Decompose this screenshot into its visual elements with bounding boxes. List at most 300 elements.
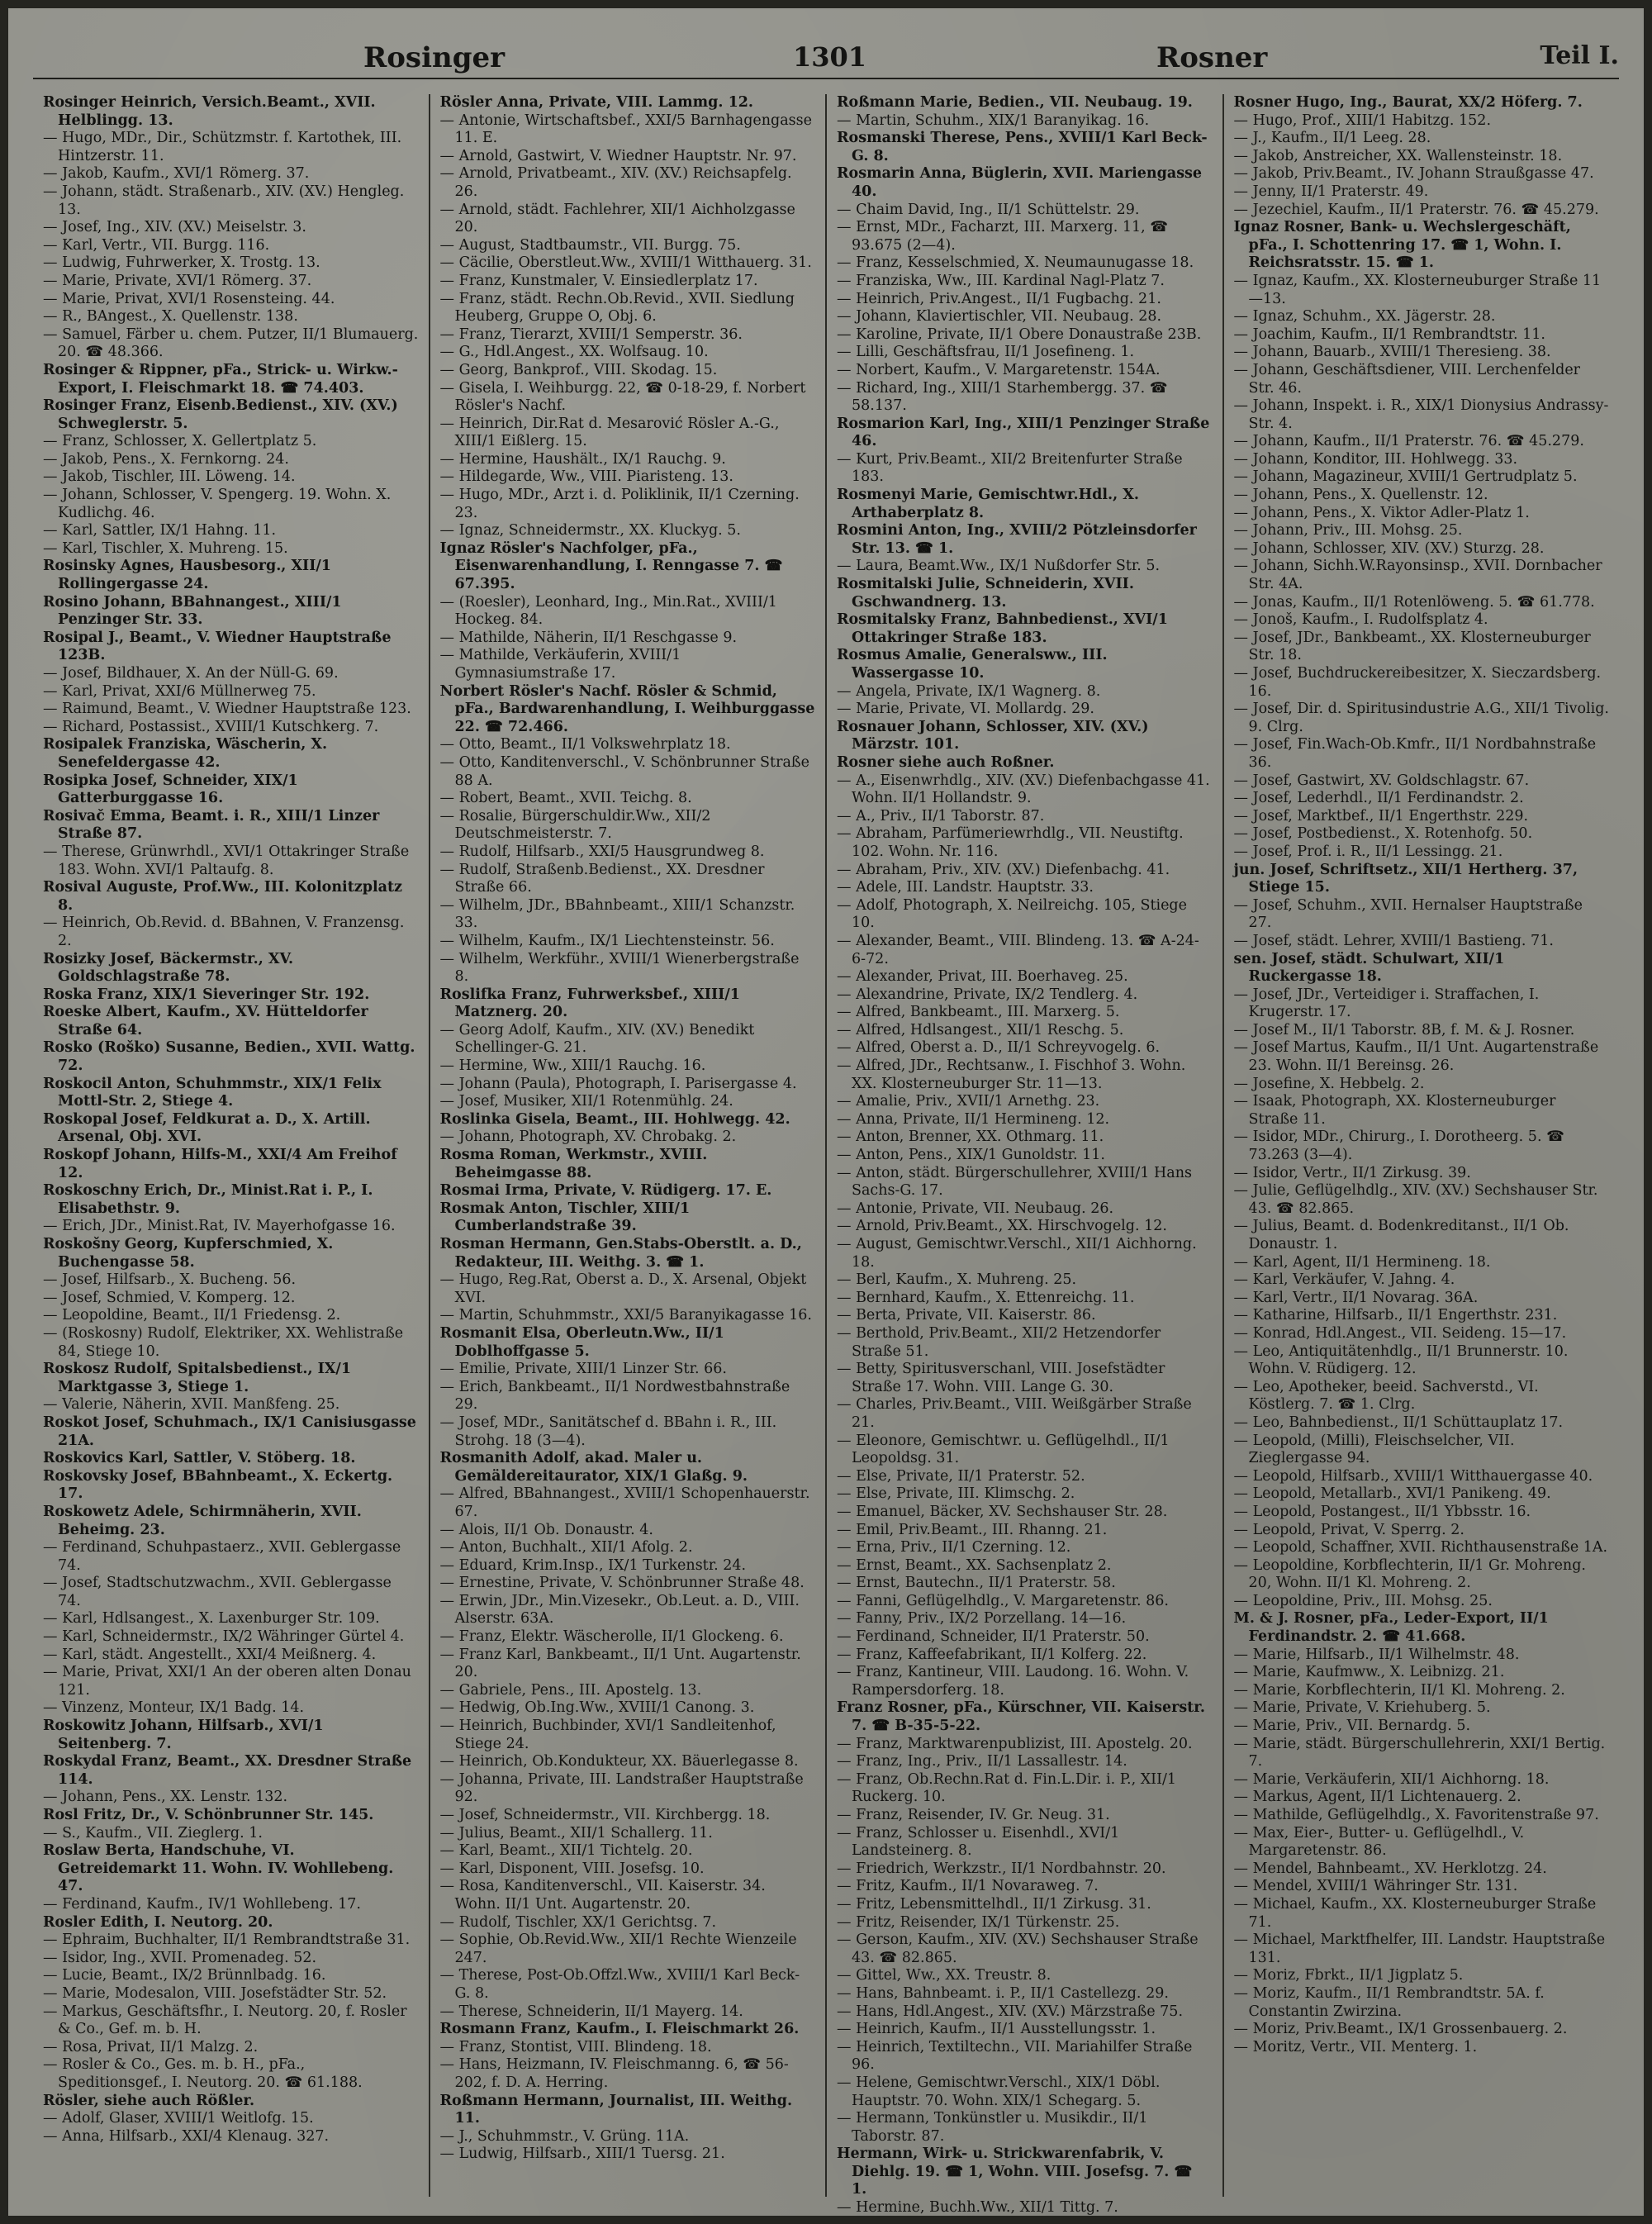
directory-entry: — Betty, Spiritusverschanl, VIII. Josefstädter Straße 17. Wohn. VIII. Lange G. 30. bbox=[837, 1361, 1165, 1395]
directory-entry: — Therese, Grünwrhdl., XVI/1 Ottakringer Straße 183. Wohn. XVI/1 Paltaufg. 8. bbox=[43, 843, 410, 878]
directory-entry: — Josefine, X. Hebbelg. 2. bbox=[1233, 1075, 1425, 1092]
directory-entry: Roslaw Berta, Handschuhe, VI. Getreidemarkt 11. Wohn. IV. Wohllebeng. 47. bbox=[43, 1842, 394, 1895]
directory-entry: — Jakob, Anstreicher, XX. Wallensteinstr. 18. bbox=[1233, 147, 1563, 164]
directory-entry: Rosmenyi Marie, Gemischtwr.Hdl., X. Arthaberplatz 8. bbox=[837, 487, 1139, 521]
directory-entry: Roskocil Anton, Schuhmmstr., XIX/1 Felix Mottl-Str. 2, Stiege 4. bbox=[43, 1075, 382, 1110]
directory-entry: Rosmini Anton, Ing., XVIII/2 Pötzleinsdorfer Str. 13. ☎ 1. bbox=[837, 522, 1197, 557]
directory-entry: — Franziska, Ww., III. Kardinal Nagl-Platz 7. bbox=[837, 272, 1165, 289]
directory-entry: — Franz, Ing., Priv., II/1 Lassallestr. 14. bbox=[837, 1753, 1127, 1770]
directory-entry: — Gerson, Kaufm., XIV. (XV.) Sechshauser Straße 43. ☎ 82.865. bbox=[837, 1932, 1199, 1966]
directory-entry: — Marie, Privat, XXI/1 An der oberen alten Donau 121. bbox=[43, 1664, 411, 1699]
directory-entry: Roskowetz Adele, Schirmnäherin, XVII. Beheimg. 23. bbox=[43, 1503, 362, 1538]
directory-entry: — Otto, Beamt., II/1 Volkswehrplatz 18. bbox=[439, 736, 731, 753]
directory-entry: — Richard, Ing., XIII/1 Starhembergg. 37. ☎ 58.137. bbox=[837, 379, 1168, 415]
directory-entry: — Ferdinand, Schuhpastaerz., XVII. Geblergasse 74. bbox=[43, 1539, 401, 1574]
directory-entry: Rosmarin Anna, Büglerin, XVII. Mariengasse 40. bbox=[837, 165, 1203, 200]
directory-entry: — Jakob, Tischler, III. Löweng. 14. bbox=[43, 468, 296, 486]
header-right-keyword: Rosner bbox=[1156, 41, 1268, 74]
directory-entry: — Berl, Kaufm., X. Muhreng. 25. bbox=[837, 1271, 1077, 1289]
directory-entry: — Wilhelm, JDr., BBahnbeamt., XIII/1 Schanzstr. 33. bbox=[439, 896, 795, 932]
page-number: 1301 bbox=[793, 41, 867, 73]
directory-entry: — Heinrich, Buchbinder, XVI/1 Sandleitenhof, Stiege 24. bbox=[439, 1718, 776, 1752]
directory-entry: — Anton, Buchhalt., XII/1 Afolg. 2. bbox=[439, 1539, 693, 1556]
directory-entry: — Erich, JDr., Minist.Rat, IV. Mayerhofgasse 16. bbox=[43, 1218, 396, 1235]
directory-entry: — Hugo, Reg.Rat, Oberst a. D., X. Arsenal, Objekt XVI. bbox=[439, 1271, 807, 1306]
directory-entry: — Otto, Kanditenverschl., V. Schönbrunner Straße 88 A. bbox=[439, 753, 809, 789]
directory-entry: — Josef, Lederhdl., II/1 Ferdinandstr. 2. bbox=[1233, 790, 1524, 807]
directory-entry: Rösler, siehe auch Rößler. bbox=[43, 2092, 255, 2109]
directory-entry: — Ernst, Bautechn., II/1 Praterstr. 58. bbox=[837, 1575, 1116, 1592]
directory-entry: — Isaak, Photograph, XX. Klosterneuburger Straße 11. bbox=[1233, 1093, 1556, 1128]
directory-entry: — Alfred, BBahnangest., XVIII/1 Schopenhauerstr. 67. bbox=[439, 1485, 810, 1520]
directory-entry: — Josef, Bildhauer, X. An der Nüll-G. 69. bbox=[43, 665, 339, 682]
directory-entry: Roeske Albert, Kaufm., XV. Hütteldorfer Straße 64. bbox=[43, 1004, 368, 1038]
directory-entry: Ignaz Rösler's Nachfolger, pFa., Eisenwarenhandlung, I. Renngasse 7. ☎ 67.395. bbox=[439, 539, 783, 593]
directory-entry: — Charles, Priv.Beamt., VIII. Weißgärber Straße 21. bbox=[837, 1396, 1192, 1431]
directory-entry: — Markus, Agent, II/1 Lichtenauerg. 2. bbox=[1233, 1789, 1521, 1806]
directory-entry: — Johann, Sichh.W.Rayonsinsp., XVII. Dornbacher Str. 4A. bbox=[1233, 558, 1602, 593]
directory-entry: Rosmanith Adolf, akad. Maler u. Gemäldereitaurator, XIX/1 Glaßg. 9. bbox=[439, 1450, 748, 1485]
directory-entry: — Johann, Klaviertischler, VII. Neubaug. 28. bbox=[837, 308, 1162, 326]
directory-entry: — Josef, Schuhm., XVII. Hernalser Hauptstraße 27. bbox=[1233, 896, 1583, 932]
directory-entry: — Johann, Photograph, XV. Chrobakg. 2. bbox=[439, 1129, 737, 1146]
directory-entry: — Josef, Musiker, XII/1 Rotenmühlg. 24. bbox=[439, 1093, 733, 1110]
directory-entry: — Josef, Schneidermstr., VII. Kirchbergg. 18. bbox=[439, 1807, 771, 1823]
directory-entry: — Adolf, Glaser, XVIII/1 Weitlofg. 15. bbox=[43, 2110, 314, 2127]
directory-entry: — Franz, Marktwarenpublizist, III. Apostelg. 20. bbox=[837, 1735, 1193, 1752]
directory-entry: Roskoschny Erich, Dr., Minist.Rat i. P., I. Elisabethstr. 9. bbox=[43, 1182, 373, 1217]
directory-entry: Rosizky Josef, Bäckermstr., XV. Goldschlagstraße 78. bbox=[43, 950, 294, 986]
directory-entry: — Franz, Kesselschmied, X. Neumaunugasse 18. bbox=[837, 254, 1194, 272]
directory-entry: Roska Franz, XIX/1 Sieveringer Str. 192. bbox=[43, 986, 370, 1003]
directory-entry: — Alexander, Beamt., VIII. Blindeng. 13. ☎ A-24-6-72. bbox=[837, 932, 1199, 967]
directory-entry: Rosinger Franz, Eisenb.Bedienst., XIV. (XV.) Schweglerstr. 5. bbox=[43, 397, 398, 432]
directory-entry: — Mathilde, Näherin, II/1 Reschgasse 9. bbox=[439, 629, 738, 646]
directory-entry: — Erich, Bankbeamt., II/1 Nordwestbahnstraße 29. bbox=[439, 1378, 790, 1414]
directory-entry: Rosmitalsky Franz, Bahnbedienst., XVI/1 Ottakringer Straße 183. bbox=[837, 611, 1168, 646]
directory-entry: — Leopoldine, Beamt., II/1 Friedensg. 2. bbox=[43, 1307, 341, 1324]
directory-entry: — Fritz, Reisender, IX/1 Türkenstr. 25. bbox=[837, 1913, 1120, 1931]
directory-entry: — Karl, städt. Angestellt., XXI/4 Meißnerg. 4. bbox=[43, 1646, 377, 1663]
directory-entry: — Arnold, städt. Fachlehrer, XII/1 Aichholzgasse 20. bbox=[439, 201, 795, 236]
directory-entry: — Gabriele, Pens., III. Apostelg. 13. bbox=[439, 1681, 702, 1699]
directory-entry: Roskošny Georg, Kupferschmied, X. Buchengasse 58. bbox=[43, 1236, 334, 1271]
directory-entry: — Martin, Schuhm., XIX/1 Baranyikag. 16. bbox=[837, 112, 1150, 129]
directory-entry: — Hedwig, Ob.Ing.Ww., XVIII/1 Canong. 3. bbox=[439, 1699, 755, 1717]
directory-entry: — Laura, Beamt.Ww., IX/1 Nußdorfer Str. 5. bbox=[837, 558, 1161, 575]
directory-entry: M. & J. Rosner, pFa., Leder-Export, II/1 Ferdinandstr. 2. ☎ 41.668. bbox=[1233, 1610, 1549, 1646]
directory-entry: Rosmus Amalie, Generalsww., III. Wassergasse 10. bbox=[837, 647, 1108, 682]
directory-entry: — Rudolf, Hilfsarb., XXI/5 Hausgrundweg 8. bbox=[439, 843, 765, 860]
directory-entry: — Leo, Apotheker, beeid. Sachverstd., VI. Köstlerg. 7. ☎ 1. Clrg. bbox=[1233, 1378, 1539, 1414]
directory-entry: — Ludwig, Fuhrwerker, X. Trostg. 13. bbox=[43, 254, 320, 272]
directory-entry: — Heinrich, Ob.Kondukteur, XX. Bäuerlegasse 8. bbox=[439, 1753, 799, 1770]
directory-entry: — Karl, Agent, II/1 Hermineng. 18. bbox=[1233, 1253, 1491, 1271]
directory-entry: — Antonie, Private, VII. Neubaug. 26. bbox=[837, 1200, 1114, 1217]
directory-entry: — Anna, Private, II/1 Hermineng. 12. bbox=[837, 1110, 1110, 1128]
directory-entry: — Erwin, JDr., Min.Vizesekr., Ob.Leut. a. D., VIII. Alserstr. 63A. bbox=[439, 1592, 800, 1628]
header-left-keyword: Rosinger bbox=[363, 41, 506, 74]
directory-entry: — Wilhelm, Werkführ., XVIII/1 Wienerbergstraße 8. bbox=[439, 950, 800, 986]
directory-entry: — Rosler & Co., Ges. m. b. H., pFa., Speditionsgef., I. Neutorg. 20. ☎ 61.188. bbox=[43, 2056, 363, 2091]
directory-entry: — Vinzenz, Monteur, IX/1 Badg. 14. bbox=[43, 1699, 305, 1717]
directory-entry: — Hugo, MDr., Dir., Schützmstr. f. Kartothek, III. Hintzerstr. 11. bbox=[43, 130, 402, 164]
directory-entry: — Hermine, Ww., XIII/1 Rauchg. 16. bbox=[439, 1057, 706, 1075]
directory-entry: — Karoline, Private, II/1 Obere Donaustraße 23B. bbox=[837, 326, 1202, 343]
directory-entry: — Anna, Hilfsarb., XXI/4 Klenaug. 327. bbox=[43, 2127, 330, 2145]
directory-entry: — Leopoldine, Korbflechterin, II/1 Gr. Mohreng. 20, Wohn. II/1 Kl. Mohreng. 2. bbox=[1233, 1556, 1586, 1592]
directory-entry: — Hans, Bahnbeamt. i. P., II/1 Castellezg. 29. bbox=[837, 1984, 1169, 2002]
directory-entry: — Ignaz, Kaufm., XX. Klosterneuburger Straße 11—13. bbox=[1233, 272, 1602, 307]
directory-entry: Rosko (Roško) Susanne, Bedien., XVII. Wattg. 72. bbox=[43, 1039, 415, 1075]
directory-entry: — Johann, Schlosser, XIV. (XV.) Sturzg. 28. bbox=[1233, 539, 1545, 557]
directory-entry: — (Roesler), Leonhard, Ing., Min.Rat., XVIII/1 Hockeg. 84. bbox=[439, 593, 777, 629]
directory-entry: — Heinrich, Textiltechn., VII. Mariahilfer Straße 96. bbox=[837, 2038, 1193, 2074]
directory-entry: — Heinrich, Kaufm., II/1 Ausstellungsstr. 1. bbox=[837, 2021, 1156, 2038]
directory-entry: — A., Eisenwrhdlg., XIV. (XV.) Diefenbachgasse 41. Wohn. II/1 Hollandstr. 9. bbox=[837, 772, 1210, 807]
directory-entry: Roslinka Gisela, Beamt., III. Hohlwegg. 42. bbox=[439, 1110, 790, 1128]
directory-entry: Rosner Hugo, Ing., Baurat, XX/2 Höferg. 7. bbox=[1233, 94, 1583, 111]
column-2 bbox=[430, 94, 828, 2197]
directory-entry: — Rosa, Kanditenverschl., VII. Kaiserstr. 34. Wohn. II/1 Unt. Augartenstr. 20. bbox=[439, 1878, 766, 1913]
directory-entry: — Adolf, Photograph, X. Neilreichg. 105, Stiege 10. bbox=[837, 896, 1187, 932]
directory-entry: Rosmai Irma, Private, V. Rüdigerg. 17. E. bbox=[439, 1182, 772, 1200]
directory-entry: — Alois, II/1 Ob. Donaustr. 4. bbox=[439, 1521, 653, 1538]
directory-entry: — Rosa, Privat, II/1 Malzg. 2. bbox=[43, 2038, 259, 2055]
directory-entry: — Johanna, Private, III. Landstraßer Hauptstraße 92. bbox=[439, 1770, 804, 1806]
directory-entry: — G., Hdl.Angest., XX. Wolfsaug. 10. bbox=[439, 344, 709, 361]
directory-entry: Rosinger Heinrich, Versich.Beamt., XVII. Helblingg. 13. bbox=[43, 94, 376, 129]
directory-entry: Rösler Anna, Private, VIII. Lammg. 12. bbox=[439, 94, 754, 111]
directory-entry: — Ignaz, Schneidermstr., XX. Kluckyg. 5. bbox=[439, 522, 741, 539]
directory-entry: Roßmann Hermann, Journalist, III. Weithg. 11. bbox=[439, 2092, 793, 2127]
directory-entry: — Karl, Schneidermstr., IX/2 Währinger Gürtel 4. bbox=[43, 1628, 405, 1646]
directory-entry: — Julius, Beamt., XII/1 Schallerg. 11. bbox=[439, 1824, 713, 1841]
directory-entry: — Johann, Pens., X. Quellenstr. 12. bbox=[1233, 487, 1488, 504]
directory-entry: — Hugo, MDr., Arzt i. d. Poliklinik, II/1 Czerning. 23. bbox=[439, 487, 800, 521]
directory-entry: — Arnold, Priv.Beamt., XX. Hirschvogelg. 12. bbox=[837, 1218, 1167, 1235]
directory-entry: — Mathilde, Geflügelhdlg., X. Favoritenstraße 97. bbox=[1233, 1807, 1599, 1823]
directory-entry: — Adele, III. Landstr. Hauptstr. 33. bbox=[837, 879, 1094, 896]
directory-entry: — Josef M., II/1 Taborstr. 8B, f. M. & J. Rosner. bbox=[1233, 1021, 1575, 1038]
directory-entry: — Angela, Private, IX/1 Wagnerg. 8. bbox=[837, 682, 1101, 700]
directory-entry: — Anton, Pens., XIX/1 Gunoldstr. 11. bbox=[837, 1147, 1105, 1164]
directory-entry: — Josef, MDr., Sanitätschef d. BBahn i. R., III. Strohg. 18 (3—4). bbox=[439, 1414, 777, 1449]
directory-entry: — Karl, Sattler, IX/1 Hahng. 11. bbox=[43, 522, 277, 539]
directory-entry: — Moriz, Priv.Beamt., IX/1 Grossenbauerg. 2. bbox=[1233, 2021, 1568, 2038]
directory-entry: — Johann, Bauarb., XVIII/1 Theresieng. 38. bbox=[1233, 344, 1551, 361]
directory-entry: — Karl, Disponent, VIII. Josefsg. 10. bbox=[439, 1860, 705, 1877]
directory-entry: — Hans, Hdl.Angest., XIV. (XV.) Märzstraße 75. bbox=[837, 2003, 1184, 2020]
directory-entry: Rosmanit Elsa, Oberleutn.Ww., II/1 Doblhoffgasse 5. bbox=[439, 1324, 724, 1360]
directory-entry: Rosmak Anton, Tischler, XIII/1 Cumberlandstraße 39. bbox=[439, 1200, 691, 1235]
directory-entry: — Josef, Fin.Wach-Ob.Kmfr., II/1 Nordbahnstraße 36. bbox=[1233, 736, 1597, 771]
directory-entry: — Julie, Geflügelhdlg., XIV. (XV.) Sechshauser Str. 43. ☎ 82.865. bbox=[1233, 1182, 1598, 1217]
directory-entry: — Rosalie, Bürgerschuldir.Ww., XII/2 Deutschmeisterstr. 7. bbox=[439, 807, 711, 843]
directory-entry: — Karl, Vertr., II/1 Novarag. 36A. bbox=[1233, 1289, 1479, 1306]
page-header bbox=[33, 36, 1619, 79]
directory-entry: — Jakob, Pens., X. Fernkorng. 24. bbox=[43, 450, 289, 468]
directory-entry: — Alfred, Bankbeamt., III. Marxerg. 5. bbox=[837, 1004, 1120, 1021]
directory-entry: — Johann, Magazineur, XVIII/1 Gertrudplatz 5. bbox=[1233, 468, 1578, 486]
directory-entry: — Leopold, Privat, V. Sperrg. 2. bbox=[1233, 1521, 1464, 1538]
directory-entry: — Franz, Schlosser, X. Gellertplatz 5. bbox=[43, 433, 317, 450]
directory-entry: — Josef, Prof. i. R., II/1 Lessingg. 21. bbox=[1233, 843, 1503, 860]
directory-entry: Rosler Edith, I. Neutorg. 20. bbox=[43, 1913, 273, 1931]
directory-entry: Rosmarion Karl, Ing., XIII/1 Penzinger Straße 46. bbox=[837, 415, 1210, 450]
directory-entry: Rosmitalski Julie, Schneiderin, XVII. Gschwandnerg. 13. bbox=[837, 576, 1134, 611]
directory-entry: — Leopold, (Milli), Fleischselcher, VII. Zieglergasse 94. bbox=[1233, 1432, 1515, 1467]
directory-entry: Roßmann Marie, Bedien., VII. Neubaug. 19. bbox=[837, 94, 1193, 111]
directory-entry: — Joachim, Kaufm., II/1 Rembrandtstr. 11. bbox=[1233, 326, 1545, 343]
directory-entry: — Marie, Hilfsarb., II/1 Wilhelmstr. 48. bbox=[1233, 1646, 1520, 1663]
directory-entry: — Karl, Verkäufer, V. Jahng. 4. bbox=[1233, 1271, 1455, 1289]
directory-entry: — Johann, Pens., X. Viktor Adler-Platz 1. bbox=[1233, 504, 1530, 521]
directory-entry: — Marie, Private, XVI/1 Römerg. 37. bbox=[43, 272, 312, 289]
column-3 bbox=[827, 94, 1224, 2217]
directory-entry: — Julius, Beamt. d. Bodenkreditanst., II/1 Ob. Donaustr. 1. bbox=[1233, 1218, 1569, 1252]
directory-entry: Roskopf Johann, Hilfs-M., XXI/4 Am Freihof 12. bbox=[43, 1147, 397, 1181]
directory-entry: Roskydal Franz, Beamt., XX. Dresdner Straße 114. bbox=[43, 1753, 412, 1788]
directory-entry: — Martin, Schuhmmstr., XXI/5 Baranyikagasse 16. bbox=[439, 1307, 812, 1324]
directory-entry: — Franz Karl, Bankbeamt., II/1 Unt. Augartenstr. 20. bbox=[439, 1646, 801, 1681]
column-4 bbox=[1224, 94, 1620, 2197]
directory-entry: — Markus, Geschäftsfhr., I. Neutorg. 20, f. Rosler & Co., Gef. m. b. H. bbox=[43, 2003, 407, 2038]
directory-entry: — August, Gemischtwr.Verschl., XII/1 Aichhorng. 18. bbox=[837, 1236, 1197, 1271]
directory-entry: — Chaim David, Ing., II/1 Schüttelstr. 29. bbox=[837, 201, 1140, 218]
directory-entry: Rosnauer Johann, Schlosser, XIV. (XV.) Märzstr. 101. bbox=[837, 718, 1149, 753]
column-1 bbox=[33, 94, 430, 2197]
directory-entry: — Fanny, Priv., IX/2 Porzellang. 14—16. bbox=[837, 1610, 1127, 1628]
directory-entry: — Max, Eier-, Butter- u. Geflügelhdl., V. Margaretenstr. 86. bbox=[1233, 1824, 1525, 1860]
directory-entry: — Karl, Privat, XXI/6 Müllnerweg 75. bbox=[43, 682, 316, 700]
directory-entry: — Franz, Schlosser u. Eisenhdl., XVI/1 Landsteinerg. 8. bbox=[837, 1824, 1120, 1860]
directory-entry: — Rudolf, Tischler, XX/1 Gerichtsg. 7. bbox=[439, 1913, 717, 1931]
directory-entry: Rosinsky Agnes, Hausbesorg., XII/1 Rollingergasse 24. bbox=[43, 558, 331, 593]
directory-entry: — Helene, Gemischtwr.Verschl., XIX/1 Döbl. Hauptstr. 70. Wohn. XIX/1 Schegarg. 5. bbox=[837, 2074, 1161, 2109]
directory-entry: — Franz, Stontist, VIII. Blindeng. 18. bbox=[439, 2038, 712, 2055]
directory-entry: — Josef, Schmied, V. Komperg. 12. bbox=[43, 1289, 296, 1306]
directory-entry: — Else, Private, III. Klimschg. 2. bbox=[837, 1485, 1075, 1503]
directory-entry: — Erna, Priv., II/1 Czerning. 12. bbox=[837, 1539, 1071, 1556]
directory-entry: Roskot Josef, Schuhmach., IX/1 Canisiusgasse 21A. bbox=[43, 1414, 416, 1449]
directory-entry: — Leopold, Metallarb., XVI/1 Panikeng. 49. bbox=[1233, 1485, 1551, 1503]
directory-entry: Rosipal J., Beamt., V. Wiedner Hauptstraße 123B. bbox=[43, 629, 392, 664]
directory-entry: — Eleonore, Gemischtwr. u. Geflügelhdl., II/1 Leopoldsg. 31. bbox=[837, 1432, 1170, 1467]
directory-entry: — Konrad, Hdl.Angest., VII. Seideng. 15—17. bbox=[1233, 1324, 1567, 1342]
directory-entry: — Bernhard, Kaufm., X. Ettenreichg. 11. bbox=[837, 1289, 1135, 1306]
directory-entry: — Hildegarde, Ww., VIII. Piaristeng. 13. bbox=[439, 468, 733, 486]
directory-entry: — S., Kaufm., VII. Zieglerg. 1. bbox=[43, 1824, 263, 1841]
directory-entry: — Samuel, Färber u. chem. Putzer, II/1 Blumauerg. 20. ☎ 48.366. bbox=[43, 326, 419, 361]
directory-entry: — Heinrich, Dir.Rat d. Mesarović Rösler A.-G., XIII/1 Eißlerg. 15. bbox=[439, 415, 780, 450]
directory-entry: — Johann, Priv., III. Mohsg. 25. bbox=[1233, 522, 1463, 539]
directory-entry: — Hermine, Buchh.Ww., XII/1 Tittg. 7. bbox=[837, 2199, 1118, 2217]
directory-entry: — Jezechiel, Kaufm., II/1 Praterstr. 76. ☎ 45.279. bbox=[1233, 201, 1599, 218]
directory-entry: — Ernst, MDr., Facharzt, III. Marxerg. 11, ☎ 93.675 (2—4). bbox=[837, 219, 1169, 254]
directory-entry: — Franz, Ob.Rechn.Rat d. Fin.L.Dir. i. P., XII/1 Ruckerg. 10. bbox=[837, 1770, 1177, 1806]
directory-entry: — Anton, städt. Bürgerschullehrer, XVIII/1 Hans Sachs-G. 17. bbox=[837, 1164, 1192, 1200]
directory-entry: — Gittel, Ww., XX. Treustr. 8. bbox=[837, 1967, 1051, 1984]
directory-entry: — Emanuel, Bäcker, XV. Sechshauser Str. 28. bbox=[837, 1503, 1168, 1520]
directory-entry: Rosmanski Therese, Pens., XVIII/1 Karl Beck-G. 8. bbox=[837, 130, 1208, 164]
directory-entry: — Arnold, Gastwirt, V. Wiedner Hauptstr. Nr. 97. bbox=[439, 147, 797, 164]
directory-entry: — Jonoš, Kaufm., I. Rudolfsplatz 4. bbox=[1233, 611, 1488, 629]
directory-entry: Rosival Auguste, Prof.Ww., III. Kolonitzplatz 8. bbox=[43, 879, 402, 914]
directory-entry: — Eduard, Krim.Insp., IX/1 Turkenstr. 24. bbox=[439, 1556, 747, 1574]
directory-entry: — Karl, Beamt., XII/1 Tichtelg. 20. bbox=[439, 1842, 693, 1860]
directory-entry: — Moritz, Vertr., VII. Menterg. 1. bbox=[1233, 2038, 1478, 2055]
directory-entry: — (Roskosny) Rudolf, Elektriker, XX. Wehlistraße 84, Stiege 10. bbox=[43, 1324, 404, 1360]
directory-entry: — Franz, Kantineur, VIII. Laudong. 16. Wohn. V. Rampersdorferg. 18. bbox=[837, 1664, 1189, 1699]
directory-entry: — Josef, Dir. d. Spiritusindustrie A.G., XII/1 Tivolig. 9. Clrg. bbox=[1233, 701, 1609, 735]
directory-entry: Roskovics Karl, Sattler, V. Stöberg. 18. bbox=[43, 1450, 356, 1467]
directory-entry: — Friedrich, Werkzstr., II/1 Nordbahnstr. 20. bbox=[837, 1860, 1166, 1877]
directory-entry: — Ephraim, Buchhalter, II/1 Rembrandtstraße 31. bbox=[43, 1932, 411, 1949]
directory-entry: Rosipalek Franziska, Wäscherin, X. Senefeldergasse 42. bbox=[43, 736, 328, 771]
directory-entry: Roskosz Rudolf, Spitalsbedienst., IX/1 Marktgasse 3, Stiege 1. bbox=[43, 1361, 352, 1395]
directory-entry: — Johann, Kaufm., II/1 Praterstr. 76. ☎ 45.279. bbox=[1233, 433, 1584, 450]
directory-entry: — Fritz, Lebensmittelhdl., II/1 Zirkusg. 31. bbox=[837, 1895, 1151, 1913]
volume-part: Teil I. bbox=[1540, 41, 1619, 70]
directory-entry: — Therese, Post-Ob.Offzl.Ww., XVIII/1 Karl Beck-G. 8. bbox=[439, 1967, 800, 2002]
directory-entry: — Johann, Geschäftsdiener, VIII. Lerchenfelder Str. 46. bbox=[1233, 361, 1581, 397]
directory-entry: — Richard, Postassist., XVIII/1 Kutschkerg. 7. bbox=[43, 718, 379, 735]
directory-entry: — August, Stadtbaumstr., VII. Burgg. 75. bbox=[439, 236, 741, 254]
directory-entry: — Leo, Bahnbedienst., II/1 Schüttauplatz 17. bbox=[1233, 1414, 1564, 1431]
directory-entry: — Josef, Postbedienst., X. Rotenhofg. 50. bbox=[1233, 825, 1533, 843]
directory-entry: Norbert Rösler's Nachf. Rösler & Schmid, pFa., Bardwarenhandlung, I. Weihburggasse 22. ☎ 72.466. bbox=[439, 682, 815, 735]
directory-entry: — Isidor, Vertr., II/1 Zirkusg. 39. bbox=[1233, 1164, 1471, 1181]
directory-entry: — Hans, Heizmann, IV. Fleischmanng. 6, ☎ 56-202, f. D. A. Herring. bbox=[439, 2056, 789, 2091]
directory-entry: — Johann, städt. Straßenarb., XIV. (XV.) Hengleg. 13. bbox=[43, 183, 405, 218]
directory-entry: — Johann, Schlosser, V. Spengerg. 19. Wohn. X. Kudlichg. 46. bbox=[43, 487, 392, 521]
directory-entry: — J., Kaufm., II/1 Leeg. 28. bbox=[1233, 130, 1431, 147]
directory-entry: — Josef, JDr., Verteidiger i. Straffachen, I. Krugerstr. 17. bbox=[1233, 986, 1540, 1021]
directory-entry: — Marie, städt. Bürgerschullehrerin, XXI/1 Bertig. 7. bbox=[1233, 1735, 1606, 1770]
directory-entry: — Josef Martus, Kaufm., II/1 Unt. Augartenstraße 23. Wohn. II/1 Bereinsg. 26. bbox=[1233, 1039, 1599, 1075]
directory-entry: Hermann, Wirk- u. Strickwarenfabrik, V. Diehlg. 19. ☎ 1, Wohn. VIII. Josefsg. 7. ☎ 1. bbox=[837, 2146, 1193, 2198]
directory-entry: — Marie, Private, V. Kriehuberg. 5. bbox=[1233, 1699, 1491, 1717]
directory-entry: — Marie, Priv., VII. Bernardg. 5. bbox=[1233, 1718, 1471, 1735]
directory-entry: — Josef, Marktbef., II/1 Engerthstr. 229. bbox=[1233, 807, 1529, 824]
directory-entry: — Georg Adolf, Kaufm., XIV. (XV.) Benedikt Schellinger-G. 21. bbox=[439, 1021, 755, 1057]
directory-entry: — Therese, Schneiderin, II/1 Mayerg. 14. bbox=[439, 2003, 743, 2020]
directory-entry: — Leopold, Schaffner, XVII. Richthausenstraße 1A. bbox=[1233, 1539, 1608, 1556]
directory-entry: — A., Priv., II/1 Taborstr. 87. bbox=[837, 807, 1045, 824]
directory-entry: Rosma Roman, Werkmstr., XVIII. Beheimgasse 88. bbox=[439, 1147, 708, 1181]
directory-entry: — Raimund, Beamt., V. Wiedner Hauptstraße 123. bbox=[43, 701, 411, 718]
directory-entry: — Josef, Ing., XIV. (XV.) Meiselstr. 3. bbox=[43, 219, 306, 236]
directory-entry: — Johann, Pens., XX. Lenstr. 132. bbox=[43, 1789, 288, 1806]
directory-entry: — Mendel, XVIII/1 Währinger Str. 131. bbox=[1233, 1878, 1518, 1895]
directory-entry: — Franz, Tierarzt, XVIII/1 Semperstr. 36. bbox=[439, 326, 743, 343]
directory-entry: — Josef, JDr., Bankbeamt., XX. Klosterneuburger Str. 18. bbox=[1233, 629, 1591, 664]
directory-page bbox=[8, 8, 1644, 2216]
directory-entry: — Leopoldine, Priv., III. Mohsg. 25. bbox=[1233, 1592, 1493, 1609]
directory-entry: — Karl, Hdlsangest., X. Laxenburger Str. 109. bbox=[43, 1610, 380, 1628]
directory-entry: — Isidor, MDr., Chirurg., I. Dorotheerg. 5. ☎ 73.263 (3—4). bbox=[1233, 1129, 1564, 1164]
directory-entry: — Jenny, II/1 Praterstr. 49. bbox=[1233, 183, 1429, 200]
directory-entry: — Heinrich, Ob.Revid. d. BBahnen, V. Franzensg. 2. bbox=[43, 915, 405, 949]
directory-entry: — Ludwig, Hilfsarb., XIII/1 Tuersg. 21. bbox=[439, 2146, 725, 2163]
directory-entry: — Valerie, Näherin, XVII. Manßfeng. 25. bbox=[43, 1396, 340, 1414]
directory-entry: jun. Josef, Schriftsetz., XII/1 Hertherg. 37, Stiege 15. bbox=[1233, 861, 1578, 896]
directory-entry: — Johann, Inspekt. i. R., XIX/1 Dionysius Andrassy-Str. 4. bbox=[1233, 397, 1609, 432]
directory-entry: Rosl Fritz, Dr., V. Schönbrunner Str. 145. bbox=[43, 1807, 374, 1823]
directory-entry: — Robert, Beamt., XVII. Teichg. 8. bbox=[439, 790, 692, 807]
directory-entry: — Johann (Paula), Photograph, I. Parisergasse 4. bbox=[439, 1075, 797, 1092]
directory-entry: Rosinger & Rippner, pFa., Strick- u. Wirkw.-Export, I. Fleischmarkt 18. ☎ 74.403. bbox=[43, 361, 398, 397]
directory-entry: — Kurt, Priv.Beamt., XII/2 Breitenfurter Straße 183. bbox=[837, 450, 1183, 486]
directory-entry: — Hugo, Prof., XIII/1 Habitzg. 152. bbox=[1233, 112, 1492, 129]
directory-entry: — Marie, Privat, XVI/1 Rosensteing. 44. bbox=[43, 290, 335, 307]
directory-entry: — Alexandrine, Private, IX/2 Tendlerg. 4. bbox=[837, 986, 1138, 1003]
directory-entry: — Marie, Verkäuferin, XII/1 Aichhorng. 18. bbox=[1233, 1770, 1550, 1788]
directory-entry: — Karl, Tischler, X. Muhreng. 15. bbox=[43, 539, 288, 557]
directory-entry: — Lilli, Geschäftsfrau, II/1 Josefineng. 1. bbox=[837, 344, 1135, 361]
directory-entry: — Moriz, Fbrkt., II/1 Jigplatz 5. bbox=[1233, 1967, 1464, 1984]
directory-entry: Rosner siehe auch Roßner. bbox=[837, 753, 1055, 771]
listing-columns bbox=[33, 94, 1619, 2217]
directory-entry: Roskopal Josef, Feldkurat a. D., X. Artill. Arsenal, Obj. XVI. bbox=[43, 1110, 371, 1146]
directory-entry: — Josef, Hilfsarb., X. Bucheng. 56. bbox=[43, 1271, 297, 1289]
directory-entry: — Fanni, Geflügelhdlg., V. Margaretenstr. 86. bbox=[837, 1592, 1169, 1609]
directory-entry: — Ferdinand, Schneider, II/1 Praterstr. 50. bbox=[837, 1628, 1150, 1646]
directory-entry: — Josef, Stadtschutzwachm., XVII. Geblergasse 74. bbox=[43, 1575, 392, 1609]
directory-entry: — Emilie, Private, XIII/1 Linzer Str. 66. bbox=[439, 1361, 727, 1378]
directory-entry: — Antonie, Wirtschaftsbef., XXI/5 Barnhagengasse 11. E. bbox=[439, 112, 812, 147]
directory-entry: — Gisela, I. Weihburgg. 22, ☎ 0-18-29, f. Norbert Rösler's Nachf. bbox=[439, 379, 806, 415]
directory-entry: Ignaz Rosner, Bank- u. Wechslergeschäft, pFa., I. Schottenring 17. ☎ 1, Wohn. I. Reichsratsstr. 15. ☎ 1. bbox=[1233, 219, 1571, 272]
directory-entry: — Michael, Marktfhelfer, III. Landstr. Hauptstraße 131. bbox=[1233, 1932, 1606, 1966]
directory-entry: — Berta, Private, VII. Kaiserstr. 86. bbox=[837, 1307, 1096, 1324]
directory-entry: Rosipka Josef, Schneider, XIX/1 Gatterburggasse 16. bbox=[43, 772, 298, 807]
directory-entry: — Mendel, Bahnbeamt., XV. Herklotzg. 24. bbox=[1233, 1860, 1547, 1877]
directory-entry: — Alfred, Hdlsangest., XII/1 Reschg. 5. bbox=[837, 1021, 1124, 1038]
directory-entry: — Leopold, Hilfsarb., XVIII/1 Witthauergasse 40. bbox=[1233, 1467, 1593, 1485]
directory-entry: — Alfred, JDr., Rechtsanw., I. Fischhof 3. Wohn. XX. Klosterneuburger Str. 11—13. bbox=[837, 1057, 1186, 1092]
directory-entry: — Marie, Kaufmww., X. Leibnizg. 21. bbox=[1233, 1664, 1505, 1681]
directory-entry: — Fritz, Kaufm., II/1 Novaraweg. 7. bbox=[837, 1878, 1099, 1895]
directory-entry: — Josef, Buchdruckereibesitzer, X. Sieczardsberg. 16. bbox=[1233, 665, 1602, 700]
directory-entry: — Franz, Kunstmaler, V. Einsiedlerplatz 17. bbox=[439, 272, 758, 289]
directory-entry: — Abraham, Parfümeriewrhdlg., VII. Neustiftg. 102. Wohn. Nr. 116. bbox=[837, 825, 1184, 860]
directory-entry: — Hermine, Haushält., IX/1 Rauchg. 9. bbox=[439, 450, 726, 468]
directory-entry: — Michael, Kaufm., XX. Klosterneuburger Straße 71. bbox=[1233, 1895, 1597, 1931]
directory-entry: — Franz, städt. Rechn.Ob.Revid., XVII. Siedlung Heuberg, Gruppe O, Obj. 6. bbox=[439, 290, 795, 326]
directory-entry: — Josef, städt. Lehrer, XVIII/1 Bastieng. 71. bbox=[1233, 932, 1554, 949]
directory-entry: — Leopold, Postangest., II/1 Ybbsstr. 16. bbox=[1233, 1503, 1531, 1520]
directory-entry: Franz Rosner, pFa., Kürschner, VII. Kaiserstr. 7. ☎ B-35-5-22. bbox=[837, 1699, 1205, 1735]
directory-entry: — Jakob, Kaufm., XVI/1 Römerg. 37. bbox=[43, 165, 310, 183]
directory-entry: — Moriz, Kaufm., II/1 Rembrandtstr. 5A. f. Constantin Zwirzina. bbox=[1233, 1984, 1545, 2020]
directory-entry: — Lucie, Beamt., IX/2 Brünnlbadg. 16. bbox=[43, 1967, 326, 1984]
directory-entry: — Berthold, Priv.Beamt., XII/2 Hetzendorfer Straße 51. bbox=[837, 1324, 1161, 1360]
directory-entry: Rosmann Franz, Kaufm., I. Fleischmarkt 26. bbox=[439, 2021, 800, 2038]
directory-entry: — Katharine, Hilfsarb., II/1 Engerthstr. 231. bbox=[1233, 1307, 1558, 1324]
directory-entry: — Franz, Elektr. Wäscherolle, II/1 Glockeng. 6. bbox=[439, 1628, 784, 1646]
directory-entry: — Rudolf, Straßenb.Bedienst., XX. Dresdner Straße 66. bbox=[439, 861, 765, 896]
directory-entry: — Isidor, Ing., XVII. Promenadeg. 52. bbox=[43, 1949, 317, 1966]
directory-entry: — Anton, Brenner, XX. Othmarg. 11. bbox=[837, 1129, 1104, 1146]
directory-entry: — Jonas, Kaufm., II/1 Rotenlöweng. 5. ☎ 61.778. bbox=[1233, 593, 1595, 611]
directory-entry: — Hermann, Tonkünstler u. Musikdir., II/1 Taborstr. 87. bbox=[837, 2110, 1148, 2145]
directory-entry: — Arnold, Privatbeamt., XIV. (XV.) Reichsapfelg. 26. bbox=[439, 165, 792, 200]
directory-entry: — Franz, Kaffeefabrikant, II/1 Kolferg. 22. bbox=[837, 1646, 1147, 1663]
directory-entry: — J., Schuhmmstr., V. Grüng. 11A. bbox=[439, 2127, 690, 2145]
directory-entry: Rosivač Emma, Beamt. i. R., XIII/1 Linzer Straße 87. bbox=[43, 807, 380, 843]
